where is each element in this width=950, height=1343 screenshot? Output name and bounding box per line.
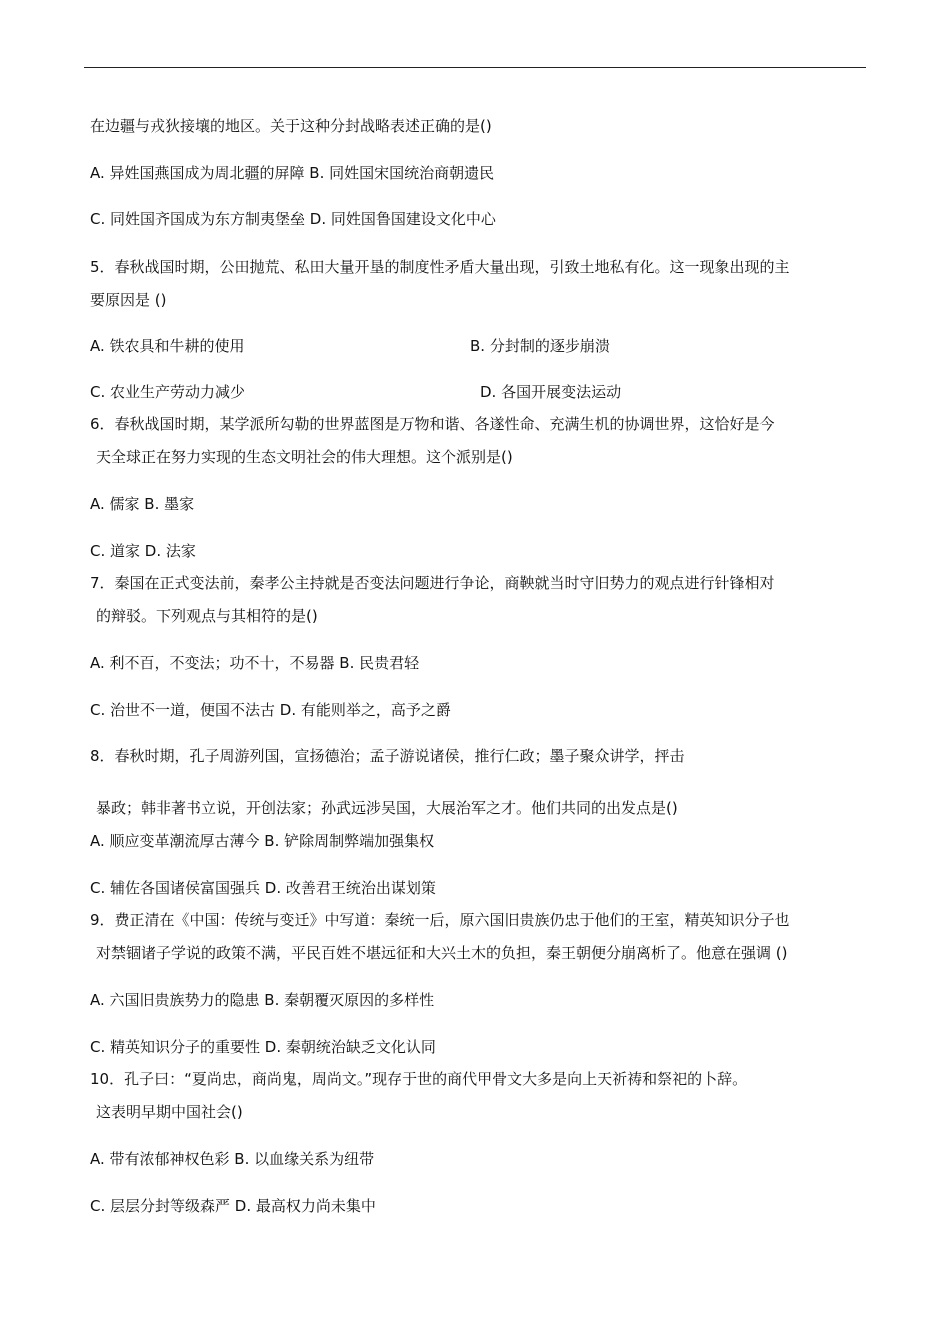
q6-options-cd: C. 道家 D. 法家	[90, 542, 196, 560]
q10-options-cd: C. 层层分封等级森严 D. 最高权力尚未集中	[90, 1197, 376, 1215]
q9-stem-cont: 对禁锢诸子学说的政策不满，平民百姓不堪远征和大兴土木的负担，秦王朝便分崩离析了。他意在强调 ()	[96, 944, 788, 962]
q8-stem: 8．春秋时期，孔子周游列国，宣扬德治；孟子游说诸侯，推行仁政；墨子聚众讲学，抨击	[90, 747, 685, 765]
q4-options-cd: C. 同姓国齐国成为东方制夷堡垒 D. 同姓国鲁国建设文化中心	[90, 210, 496, 228]
q5-stem: 5．春秋战国时期，公田抛荒、私田大量开垦的制度性矛盾大量出现，引致土地私有化。这一现象出现的主	[90, 258, 790, 276]
q5-option-a: A. 铁农具和牛耕的使用	[90, 337, 245, 355]
q5-stem-cont: 要原因是 ()	[90, 291, 167, 309]
q8-stem-cont: 暴政；韩非著书立说，开创法家；孙武远涉吴国，大展治军之才。他们共同的出发点是()	[96, 799, 678, 817]
q7-stem-cont: 的辩驳。下列观点与其相符的是()	[96, 607, 318, 625]
q7-options-ab: A. 利不百，不变法；功不十，不易器 B. 民贵君轻	[90, 654, 420, 672]
q9-stem: 9．费正清在《中国：传统与变迁》中写道：秦统一后，原六国旧贵族仍忠于他们的王室，精英知识分子也	[90, 911, 790, 929]
q5-option-b: B. 分封制的逐步崩溃	[470, 337, 610, 355]
q7-options-cd: C. 治世不一道，便国不法古 D. 有能则举之，高予之爵	[90, 701, 451, 719]
q6-stem: 6．春秋战国时期，某学派所勾勒的世界蓝图是万物和谐、各遂性命、充满生机的协调世界，这恰好是今	[90, 415, 775, 433]
q10-options-ab: A. 带有浓郁神权色彩 B. 以血缘关系为纽带	[90, 1150, 375, 1168]
header-rule	[84, 67, 866, 68]
q5-option-d: D. 各国开展变法运动	[480, 383, 622, 401]
q9-options-cd: C. 精英知识分子的重要性 D. 秦朝统治缺乏文化认同	[90, 1038, 436, 1056]
q4-stem-cont: 在边疆与戎狄接壤的地区。关于这种分封战略表述正确的是()	[90, 117, 492, 135]
q6-options-ab: A. 儒家 B. 墨家	[90, 495, 195, 513]
q10-stem-cont: 这表明早期中国社会()	[96, 1103, 243, 1121]
q8-options-ab: A. 顺应变革潮流厚古薄今 B. 铲除周制弊端加强集权	[90, 832, 435, 850]
q9-options-ab: A. 六国旧贵族势力的隐患 B. 秦朝覆灭原因的多样性	[90, 991, 435, 1009]
q8-options-cd: C. 辅佐各国诸侯富国强兵 D. 改善君王统治出谋划策	[90, 879, 436, 897]
q6-stem-cont: 天全球正在努力实现的生态文明社会的伟大理想。这个派别是()	[96, 448, 513, 466]
q4-options-ab: A. 异姓国燕国成为周北疆的屏障 B. 同姓国宋国统治商朝遗民	[90, 164, 495, 182]
q10-stem: 10．孔子曰：“夏尚忠，商尚鬼，周尚文。”现存于世的商代甲骨文大多是向上天祈祷和祭祀的卜辞。	[90, 1070, 748, 1088]
q5-option-c: C. 农业生产劳动力减少	[90, 383, 246, 401]
q7-stem: 7．秦国在正式变法前，秦孝公主持就是否变法问题进行争论，商鞅就当时守旧势力的观点进行针锋相对	[90, 574, 775, 592]
